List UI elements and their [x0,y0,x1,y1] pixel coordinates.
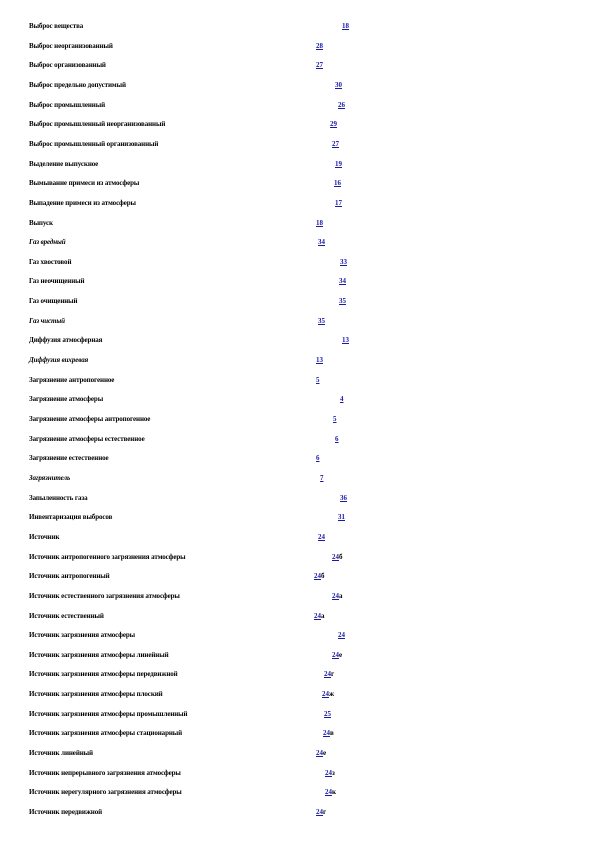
page-link[interactable]: 18 [316,218,323,227]
index-entry [0,392,595,406]
index-page-ref [340,491,347,505]
page-link[interactable]: 27 [332,139,339,148]
index-page-ref [316,216,323,230]
index-entry [0,373,595,387]
index-term: Источник загрязнения атмосферы стационарный [29,729,183,738]
index-term: Газ очищенный [29,297,78,306]
index-page-ref [323,726,334,740]
index-entry [0,471,595,485]
index-page-ref [318,235,325,249]
index-term: Выброс промышленный неорганизованный [29,120,166,129]
index-term: Загрязнение атмосферы [29,395,104,404]
index-page-ref [322,687,334,701]
index-term: Источник естественного загрязнения атмосферы [29,591,180,600]
index-term: Газ неочищенный [29,277,85,286]
page-link[interactable]: 28 [316,41,323,50]
page-suffix: в [330,729,334,738]
page-link[interactable]: 25 [324,709,331,718]
index-page-ref [318,530,325,544]
index-term: Источник линейный [29,749,93,758]
index-term: Выброс неорганизованный [29,41,113,50]
index-entry [0,648,595,662]
index-page-ref [316,39,323,53]
page-link[interactable]: 30 [335,80,342,89]
index-page-ref [330,117,337,131]
index-term: Выброс промышленный организованный [29,139,159,148]
page-link[interactable]: 18 [342,22,349,30]
index-term: Выброс вещества [29,22,84,30]
index-term: Источник загрязнения атмосферы линейный [29,650,169,659]
index-page-ref [316,58,323,72]
index-page-ref [335,157,342,171]
index-term: Загрязнитель [29,473,71,482]
index-entry [0,451,595,465]
index-page-ref [316,373,320,387]
index-entry [0,432,595,446]
index-entry [0,687,595,701]
index-page-ref [325,785,336,799]
index-entry [0,19,595,33]
page-link[interactable]: 24 [325,788,332,797]
page-link[interactable]: 5 [316,375,320,384]
index-page-ref [340,392,344,406]
index-page-ref [314,569,325,583]
page-link[interactable]: 16 [334,179,341,188]
index-page-ref [334,176,341,190]
index-page-ref [335,196,342,210]
index-entry [0,766,595,780]
index-entry [0,333,595,347]
index-term: Источник нерегулярного загрязнения атмосферы [29,788,182,797]
index-page-ref [332,589,343,603]
index-page-ref [316,746,326,760]
index-term: Источник загрязнения атмосферы [29,631,135,640]
index-page-ref [339,294,346,308]
index-term: Выпадение примеси из атмосферы [29,198,136,207]
index-term: Загрязнение естественное [29,454,109,463]
index-page-ref [338,98,345,112]
index-entry [0,491,595,505]
index-term: Источник непрерывного загрязнения атмосферы [29,768,181,777]
index-entry [0,569,595,583]
index-term: Источник антропогенный [29,572,110,581]
page-suffix: а [339,591,343,600]
index-page-ref [338,628,345,642]
index-term: Вымывание примеси из атмосферы [29,179,140,188]
index-entry [0,510,595,524]
page-link[interactable]: 5 [333,415,337,423]
page-suffix: б [321,572,325,581]
page-suffix: а [321,611,325,620]
index-term: Газ хвостовой [29,257,72,266]
index-entry [0,216,595,230]
index-page-ref [320,471,324,485]
index-entry [0,609,595,623]
index-entry [0,78,595,92]
index-page-ref [324,707,331,721]
page-link[interactable]: 19 [335,159,342,168]
index-page-ref [316,353,323,367]
page-link[interactable]: 34 [339,277,346,286]
page-link[interactable]: 17 [335,198,342,207]
index-entry [0,707,595,721]
page-link[interactable]: 24 [316,808,323,816]
page-link[interactable]: 4 [340,395,344,404]
index-term: Выброс организованный [29,61,106,70]
page-link[interactable]: 31 [338,513,345,522]
page-link[interactable]: 24 [314,611,321,620]
page-suffix: г [331,670,335,679]
index-entry [0,157,595,171]
page-link[interactable]: 6 [335,434,339,443]
index-entry [0,235,595,249]
index-entry [0,176,595,190]
page-link[interactable]: 24 [318,532,325,541]
index-term: Источник [29,532,60,541]
index-entry [0,294,595,308]
index-term: Загрязнение атмосферы естественное [29,434,145,443]
page-link[interactable]: 24 [322,690,329,699]
index-entry [0,412,595,426]
index-term: Выброс предельно допустимый [29,80,126,89]
index-page-ref [342,333,349,347]
index-term: Источник антропогенного загрязнения атмосферы [29,552,186,561]
page-link[interactable]: 24 [325,768,332,777]
page-link[interactable]: 24 [324,670,331,679]
page-link[interactable]: 36 [340,493,347,502]
page-suffix: ж [329,690,335,699]
index-term: Газ вредный [29,238,66,247]
index-page-ref [316,805,326,819]
index-page-ref [335,78,342,92]
index-term: Инвентаризация выбросов [29,513,113,522]
index-term: Диффузия атмосферная [29,336,103,345]
index-term: Загрязнение атмосферы антропогенное [29,415,151,423]
index-page-ref [314,609,325,623]
index-page-ref [324,667,334,681]
index-term: Запыленность газа [29,493,88,502]
index-entry [0,785,595,799]
index-entry [0,58,595,72]
index-entry [0,314,595,328]
page-link[interactable]: 13 [316,356,323,365]
index-entry [0,137,595,151]
index-entry [0,530,595,544]
index-page-ref [342,19,349,33]
index-entry [0,628,595,642]
index-term: Выброс промышленный [29,100,106,109]
index-entry [0,746,595,760]
index-term: Источник естественный [29,611,104,620]
page-suffix: е [323,749,327,758]
index-term: Выпуск [29,218,53,227]
index-term: Источник загрязнения атмосферы передвижной [29,670,178,679]
page-link[interactable]: 24 [332,591,339,600]
page-link[interactable]: 34 [318,238,325,247]
index-page-ref [335,432,339,446]
page-suffix: е [339,650,343,659]
index-page-ref [333,412,337,426]
index-entry [0,550,595,564]
index-page-ref [325,766,335,780]
page-suffix: б [339,552,343,561]
index-entry [0,726,595,740]
index-page-ref [338,510,345,524]
page-link[interactable]: 35 [318,316,325,325]
page-link[interactable]: 24 [332,650,339,659]
index-term: Диффузия вихревая [29,356,89,365]
index-term: Выделение выпускное [29,159,99,168]
index-page-ref [316,451,320,465]
index-entry [0,39,595,53]
index-page-ref [339,274,346,288]
index-page-ref [332,137,339,151]
page-link[interactable]: 27 [316,61,323,70]
page-link[interactable]: 24 [332,552,339,561]
page-suffix: г [323,808,327,816]
page-link[interactable]: 7 [320,473,324,482]
index-page-ref [332,550,343,564]
index-term: Газ чистый [29,316,65,325]
page-link[interactable]: 29 [330,120,337,129]
index-entry [0,667,595,681]
index-page-ref [332,648,342,662]
index-entry [0,353,595,367]
page-link[interactable]: 24 [314,572,321,581]
index-entry [0,805,595,819]
index-entry [0,255,595,269]
page-link[interactable]: 24 [323,729,330,738]
page-link[interactable]: 24 [316,749,323,758]
index-page-ref [318,314,325,328]
page-suffix: к [332,788,337,797]
index-term: Источник загрязнения атмосферы плоский [29,690,163,699]
index-entry [0,589,595,603]
page-link[interactable]: 13 [342,336,349,345]
page-link[interactable]: 6 [316,454,320,463]
index-term: Источник передвижной [29,808,103,816]
index-entry [0,117,595,131]
index-entry [0,196,595,210]
index-page-ref [340,255,347,269]
page-link[interactable]: 24 [338,631,345,640]
page-suffix: з [332,768,335,777]
index-term: Источник загрязнения атмосферы промышленный [29,709,188,718]
page-link[interactable]: 26 [338,100,345,109]
page-link[interactable]: 35 [339,297,346,306]
index-term: Загрязнение антропогенное [29,375,115,384]
index-entry [0,98,595,112]
index-entry [0,274,595,288]
page-link[interactable]: 33 [340,257,347,266]
